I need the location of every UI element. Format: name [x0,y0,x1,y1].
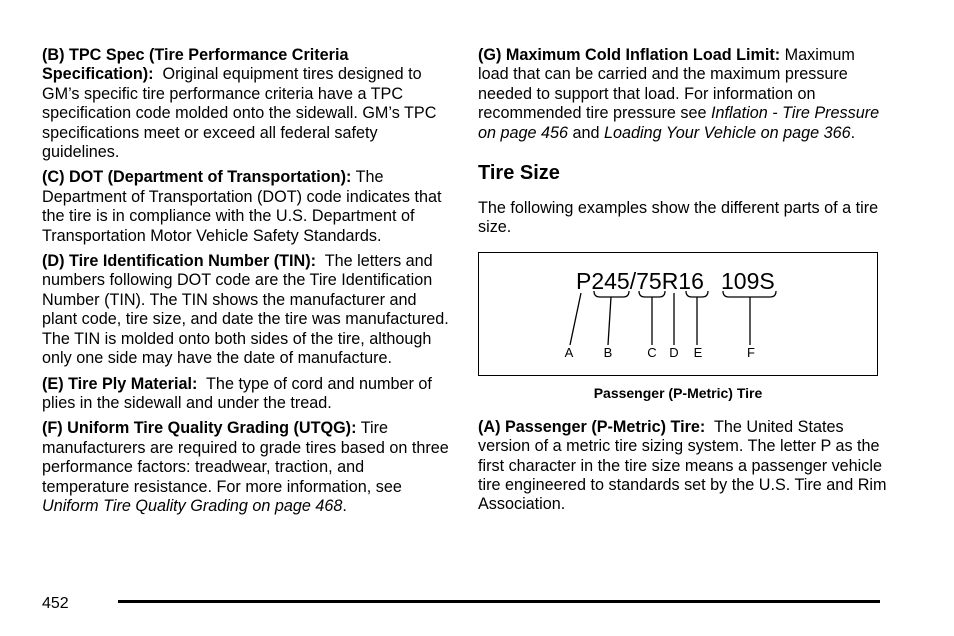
tire-size-code: P245/75R16 [576,267,704,294]
footer-rule [118,600,880,603]
loading-reference-link[interactable]: Loading Your Vehicle on page 366 [604,123,851,142]
ply-material-text: The type of cord and number of plies in the sidewall and under the tread. [42,374,432,412]
passenger-tire-paragraph [478,418,888,515]
tin-paragraph [42,252,452,368]
max-load-paragraph [478,46,888,143]
part-letter-a: A [564,344,574,360]
max-load-tail: . [850,123,856,142]
tire-size-diagram [478,252,878,376]
part-letter-d: D [669,344,679,360]
inflation-reference-link[interactable]: Inflation - Tire Pressure on page 456 [478,104,880,142]
max-load-label: (G) Maximum Cold Inflation Load Limit: [478,46,781,64]
max-load-text: Maximum load that can be carried and the maximum pressure needed to support that load. For information on recommended tire pressure see [478,46,855,123]
utqg-paragraph [42,419,452,516]
bracket-lines [570,291,776,345]
right-column [478,46,888,521]
page-number: 452 [42,595,69,612]
load-speed-code: 109S [721,267,775,294]
diagram-caption: Passenger (P-Metric) Tire [593,384,763,401]
tpc-spec-label: (B) TPC Spec (Tire Performance Criteria Specification): [42,46,349,84]
tin-text: The letters and numbers following DOT code are the Tire Identification Number (TIN). The TIN shows the manufacturer and plant code, tire size, and date the tire was manufactured. The TIN is molded onto both sides of the tire, although only one side may have the date of manufacture. [42,252,449,368]
part-letter-c: C [647,344,657,360]
dot-paragraph [42,168,452,246]
passenger-tire-label: (A) Passenger (P-Metric) Tire: [478,417,706,436]
part-letter-e: E [693,344,703,360]
pointer-line-b [608,297,611,345]
utqg-label: (F) Uniform Tire Quality Grading (UTQG): [42,419,357,438]
dot-label: (C) DOT (Department of Transportation): [42,168,352,187]
left-column [42,46,452,522]
tire-size-intro: The following examples show the different parts of a tire size. [478,199,879,237]
tin-label: (D) Tire Identification Number (TIN): [42,252,316,271]
part-letter-b: B [603,344,613,360]
passenger-tire-text: The United States version of a metric tire sizing system. The letter P as the first character in the tire size means a passenger vehicle tire engineered to standards set by the U.S. Tire and Rim Association. [478,417,887,514]
utqg-text: Tire manufacturers are required to grade tires based on three performance factors: treadwear, traction, and temperature resistance. For more information, see [42,419,449,496]
ply-material-label: (E) Tire Ply Material: [42,374,198,393]
dot-text: The Department of Transportation (DOT) code indicates that the tire is in compliance with the U.S. Department of Transportation Motor Vehicle Safety Standards. [42,168,442,245]
ply-material-paragraph [42,375,452,414]
max-load-and: and [572,123,600,142]
tpc-spec-text: Original equipment tires designed to GM’s specific tire performance criteria have a TPC specification code molded onto the sidewall. GM’s TPC specifications meet or exceed all federal safety guidelines. [42,65,437,162]
tire-size-diagram-svg [479,253,879,377]
part-letter-f: F [747,344,755,360]
utqg-reference-link[interactable]: Uniform Tire Quality Grading on page 468 [42,496,343,515]
tire-size-heading: Tire Size [478,162,560,185]
tpc-spec-paragraph [42,46,452,162]
pointer-line-a [570,293,581,345]
utqg-tail: . [342,496,347,515]
